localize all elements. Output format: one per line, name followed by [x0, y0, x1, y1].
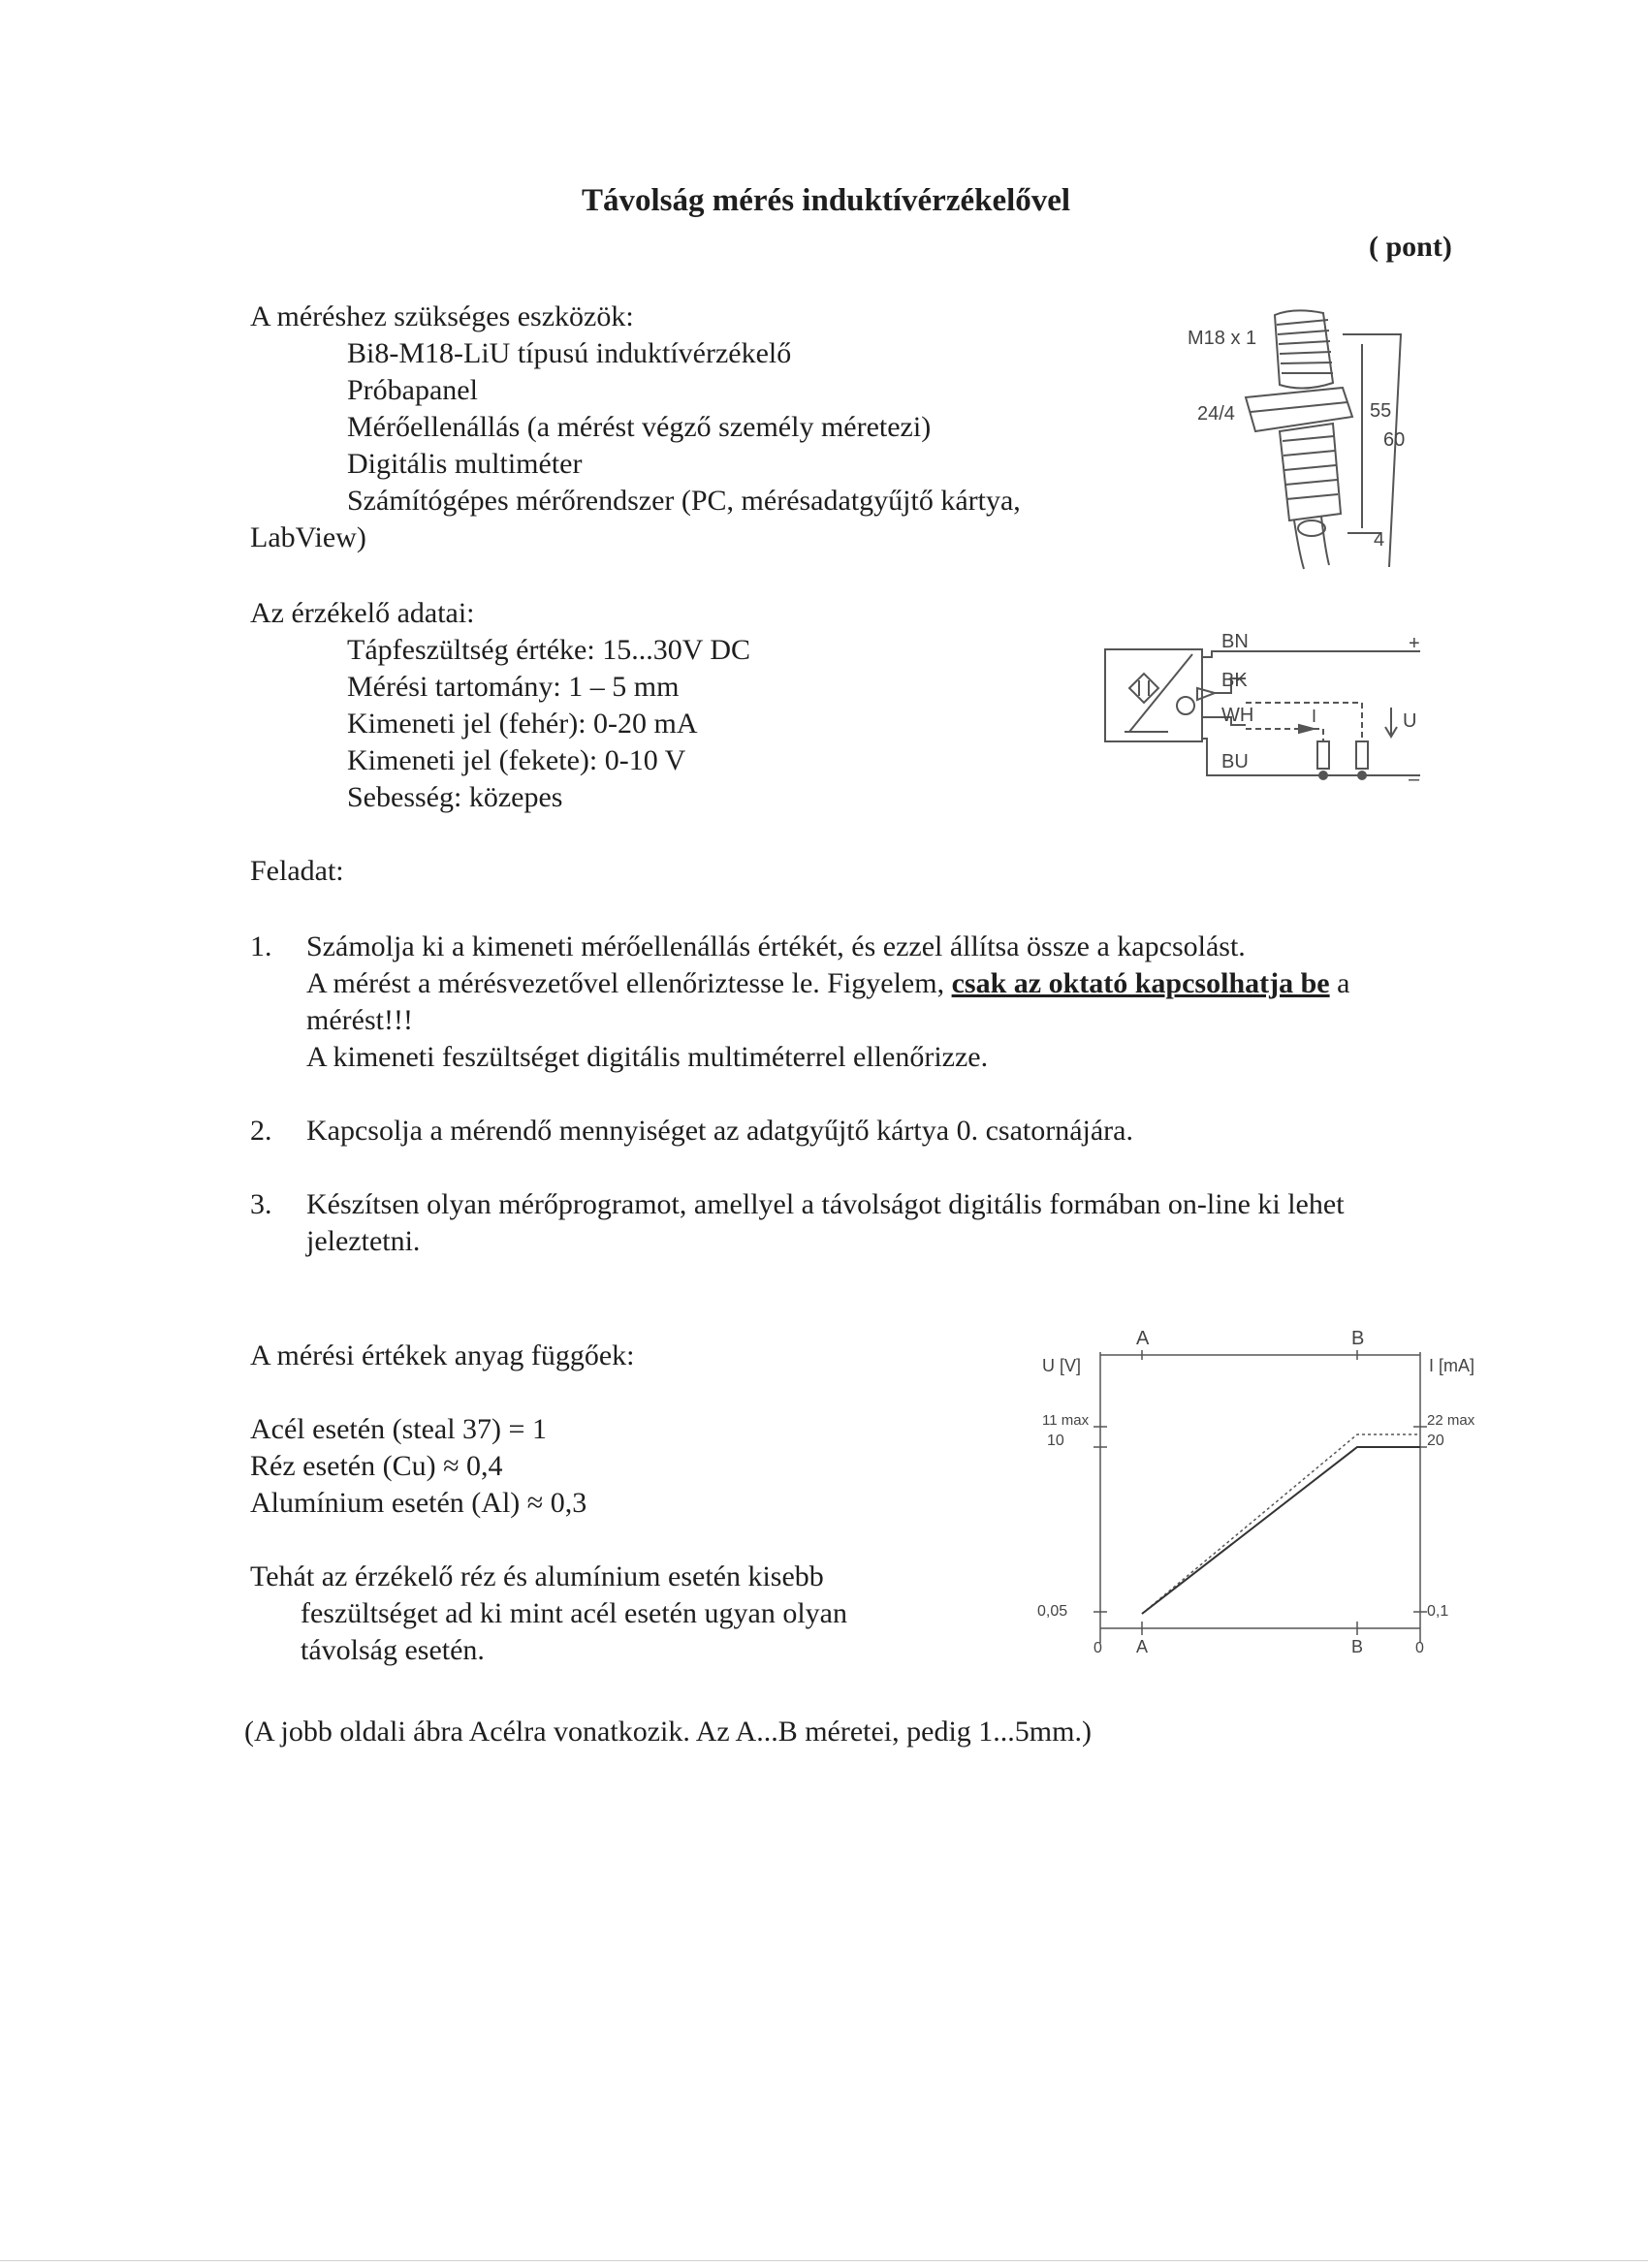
material-conclusion: Tehát az érzékelő réz és alumínium esetén kisebb [250, 1560, 824, 1592]
points-label: ( pont) [1369, 231, 1452, 263]
tools-item: Digitális multiméter [347, 448, 583, 480]
task-number: 2. [250, 1115, 272, 1147]
task-line-text: A mérést a mérésvezetővel ellenőriztesse le. Figyelem, [306, 967, 952, 999]
tools-heading: A méréshez szükséges eszközök: [250, 300, 634, 332]
graph-label-b-bottom: B [1351, 1637, 1364, 1656]
sensor-data-heading: Az érzékelő adatai: [250, 597, 475, 629]
graph-i-zero-label: 0 [1415, 1640, 1424, 1656]
sensor-data-item: Kimeneti jel (fekete): 0-10 V [347, 744, 686, 776]
current-label: I [1312, 707, 1317, 726]
graph-right-axis-label: I [mA] [1429, 1356, 1475, 1375]
task-line: mérést!!! [306, 1004, 413, 1036]
output-characteristic-graph [1028, 1323, 1512, 1667]
task-line: Számolja ki a kimeneti mérőellenállás értékét, és ezzel állítsa össze a kapcsolást. [306, 930, 1246, 962]
dim-55-label: 55 [1370, 400, 1392, 422]
sensor-data-item: Tápfeszültség értéke: 15...30V DC [347, 634, 751, 666]
sensor-data-item: Mérési tartomány: 1 – 5 mm [347, 671, 680, 703]
material-conclusion: távolság esetén. [301, 1634, 485, 1666]
graph-i-min-label: 0,1 [1427, 1603, 1449, 1620]
scan-edge-line [0, 2260, 1648, 2261]
voltage-label: U [1403, 710, 1417, 732]
plus-label: + [1409, 633, 1420, 654]
task-number: 3. [250, 1188, 272, 1220]
sensor-data-item: Sebesség: közepes [347, 781, 563, 813]
sensor-dimension-drawing [1188, 296, 1420, 577]
material-heading: A mérési értékek anyag függőek: [250, 1339, 635, 1371]
task-line-text: a [1329, 967, 1350, 999]
task-number: 1. [250, 930, 272, 962]
minus-label: – [1409, 769, 1420, 790]
tools-item: Próbapanel [347, 374, 478, 406]
sensor-data-item: Kimeneti jel (fehér): 0-20 mA [347, 708, 698, 740]
task-heading: Feladat: [250, 855, 344, 887]
graph-u-max-label: 11 max [1042, 1412, 1090, 1429]
graph-u-10-label: 10 [1047, 1433, 1064, 1449]
emphasis-text: csak az oktató kapcsolhatja be [951, 967, 1330, 999]
graph-label-b-top: B [1351, 1328, 1365, 1349]
graph-u-zero-label: 0 [1093, 1640, 1102, 1656]
graph-label-a-bottom: A [1136, 1637, 1149, 1656]
dim-4-label: 4 [1374, 529, 1385, 551]
task-line: Készítsen olyan mérőprogramot, amellyel a távolságot digitális formában on-line ki lehet [306, 1188, 1345, 1220]
tools-continuation: LabView) [250, 521, 366, 553]
wiring-diagram [1100, 630, 1435, 795]
dim-60-label: 60 [1383, 429, 1406, 451]
wire-wh-label: WH [1221, 705, 1254, 726]
wire-bu-label: BU [1221, 751, 1249, 772]
task-line: A kimeneti feszültséget digitális multiméterrel ellenőrizze. [306, 1041, 989, 1073]
material-aluminium: Alumínium esetén (Al) ≈ 0,3 [250, 1487, 587, 1519]
wire-bk-label: BK [1221, 670, 1248, 691]
graph-i-20-label: 20 [1427, 1433, 1444, 1449]
wrench-size-label: 24/4 [1197, 403, 1235, 425]
graph-u-min-label: 0,05 [1037, 1603, 1068, 1620]
task-line: jeleztetni. [306, 1225, 421, 1257]
task-line: Kapcsolja a mérendő mennyiséget az adatgyűjtő kártya 0. csatornájára. [306, 1115, 1133, 1147]
graph-label-a-top: A [1136, 1328, 1150, 1349]
tools-item: Mérőellenállás (a mérést végző személy méretezi) [347, 411, 932, 443]
material-copper: Réz esetén (Cu) ≈ 0,4 [250, 1450, 503, 1482]
page-title: Távolság mérés induktívérzékelővel [582, 183, 1071, 218]
footnote: (A jobb oldali ábra Acélra vonatkozik. Az A...B méretei, pedig 1...5mm.) [244, 1716, 1092, 1748]
task-line-warning [306, 965, 1349, 1002]
graph-i-max-label: 22 max [1427, 1412, 1475, 1429]
tools-item: Számítógépes mérőrendszer (PC, mérésadatgyűjtő kártya, [347, 485, 1021, 517]
tools-item: Bi8-M18-LiU típusú induktívérzékelő [347, 337, 792, 369]
wire-bn-label: BN [1221, 631, 1249, 652]
graph-left-axis-label: U [V] [1042, 1356, 1082, 1375]
thread-label: M18 x 1 [1188, 328, 1257, 349]
material-conclusion: feszültséget ad ki mint acél esetén ugyan olyan [301, 1597, 847, 1629]
material-steel: Acél esetén (steal 37) = 1 [250, 1413, 547, 1445]
